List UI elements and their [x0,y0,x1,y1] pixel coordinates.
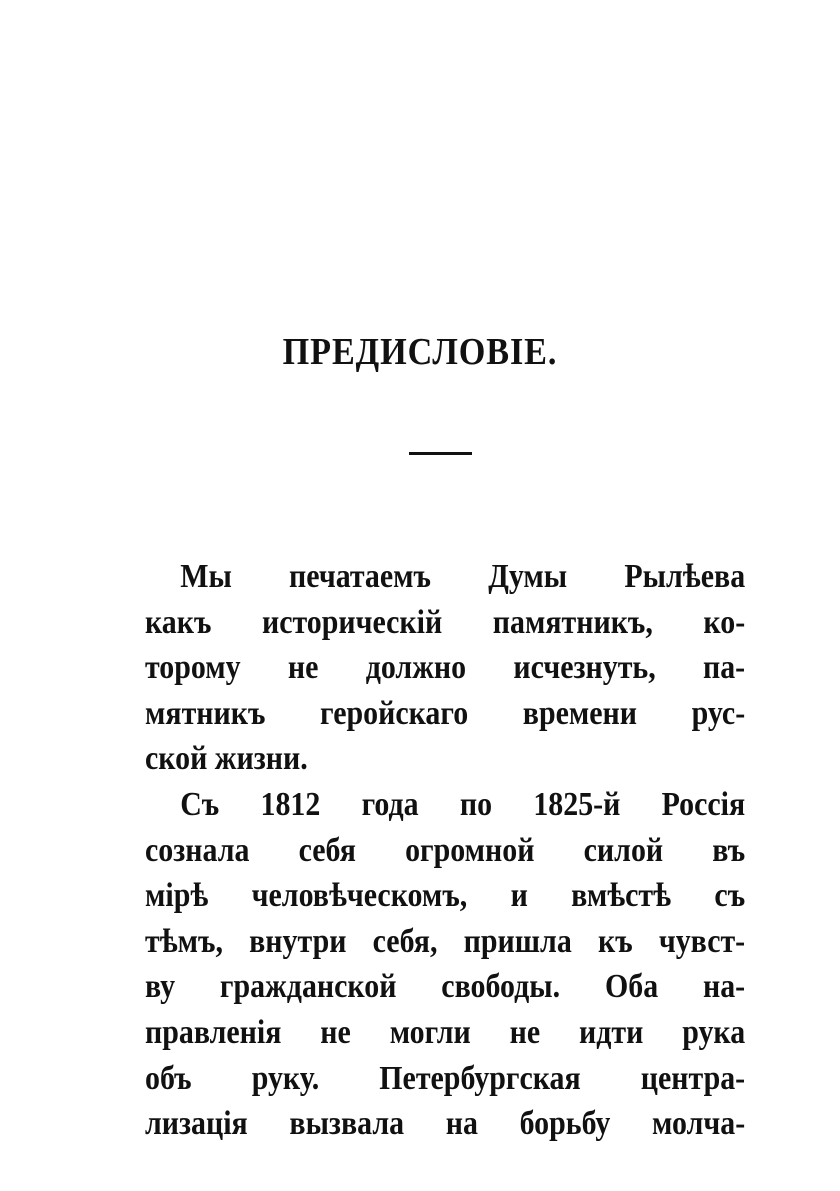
text-line: торому не должно исчезнуть, па- [145,649,746,687]
text-line: мятникъ геройскаго времени рус- [145,694,746,732]
text-line: какъ историческій памятникъ, ко- [145,603,746,641]
body-text [145,554,745,1147]
text-line: мірѣ человѣческомъ, и вмѣстѣ съ [145,877,746,915]
text-line: Мы печатаемъ Думы Рылѣева [180,558,746,595]
paragraph-1 [145,554,745,782]
text-line: ву гражданской свободы. Оба на- [145,968,746,1006]
title-rule [409,452,472,455]
text-line: ской жизни. [145,740,308,778]
page-title: ПРЕДИСЛОВІЕ. [282,331,558,373]
text-line: лизація вызвала на борьбу молча- [145,1105,746,1143]
text-line: объ руку. Петербургская центра- [145,1059,746,1097]
text-line: сознала себя огромной силой въ [145,831,746,869]
text-line: Съ 1812 года по 1825-й Россія [180,785,746,823]
text-line: правленія не могли не идти рука [145,1013,746,1051]
paragraph-2 [145,782,745,1147]
text-line: тѣмъ, внутри себя, пришла къ чувст- [145,922,746,960]
